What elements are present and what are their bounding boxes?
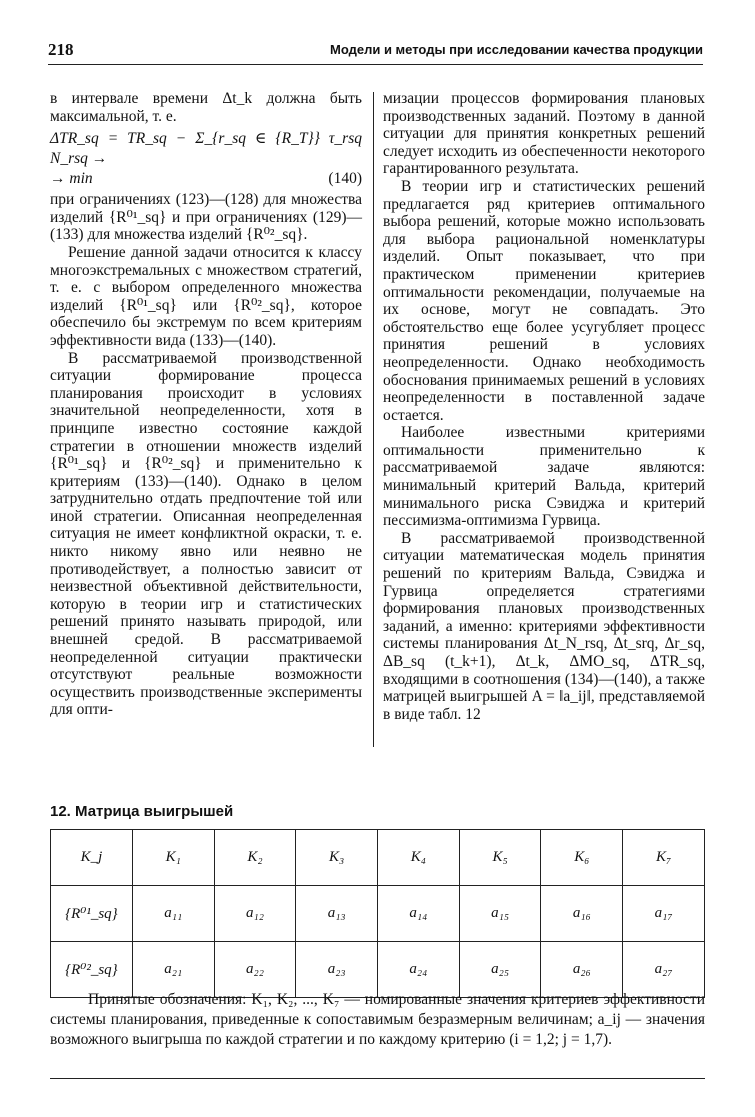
right-column bbox=[383, 90, 705, 723]
right-paragraph-3: Наиболее известными критериями оптимальности применительно к рассматриваемой задаче являются: минимальный критерий Вальда, критерий минимального риска Сэвиджа и критерий пессимизма-оптимизма Гурвица. bbox=[383, 424, 705, 530]
column-divider bbox=[373, 92, 374, 747]
table-header-cell: K_j bbox=[51, 830, 133, 886]
table-header-cell: K₁ bbox=[132, 830, 214, 886]
table-cell: a₁₇ bbox=[623, 886, 705, 942]
table-header-cell: K₄ bbox=[378, 830, 460, 886]
table-cell: a₁₄ bbox=[378, 886, 460, 942]
table-cell: a₂₂ bbox=[214, 942, 296, 998]
running-title: Модели и методы при исследовании качества продукции bbox=[330, 42, 703, 57]
table-cell: a₁₂ bbox=[214, 886, 296, 942]
table-cell: a₁₁ bbox=[132, 886, 214, 942]
table-cell: {R⁰²_sq} bbox=[51, 942, 133, 998]
table-header-cell: K₃ bbox=[296, 830, 378, 886]
table-row bbox=[51, 886, 705, 942]
formula-number: (140) bbox=[328, 170, 362, 188]
left-column bbox=[50, 90, 362, 719]
left-paragraph-1: в интервале времени Δt_k должна быть максимальной, т. е. bbox=[50, 90, 362, 125]
page-number: 218 bbox=[48, 40, 74, 59]
table-title: 12. Матрица выигрышей bbox=[50, 803, 234, 820]
table-cell: {R⁰¹_sq} bbox=[51, 886, 133, 942]
table-header-cell: K₂ bbox=[214, 830, 296, 886]
table-cell: a₂₇ bbox=[623, 942, 705, 998]
left-paragraph-3: Решение данной задачи относится к классу многоэкстремальных с множеством стратегий, т. е. с выбором определенного множества изделий {R⁰¹_sq} или {R⁰²_sq}, которое обеспечило бы экстремум по всем критериям эффективности вида (133)—(140). bbox=[50, 243, 362, 349]
formula-main: ΔTR_sq = TR_sq − Σ_{r_sq ∈ {R_T}} τ_rsq N_rsq → bbox=[50, 130, 362, 168]
payoff-matrix-table bbox=[50, 829, 705, 998]
formula-end: → min bbox=[50, 170, 93, 188]
table-note: Принятые обозначения: K₁, K₂, ..., K₇ — номированные значения критериев эффективности системы планирования, приведенные к сопоставимым безразмерным величинам; a_ij — значения возможного выигрыша по каждой стратегии и по каждому критерию (i = 1,2; j = 1,7). bbox=[50, 991, 705, 1048]
table-cell: a₂₁ bbox=[132, 942, 214, 998]
formula-140 bbox=[50, 129, 362, 189]
table-cell: a₂₃ bbox=[296, 942, 378, 998]
bottom-rule bbox=[50, 1078, 705, 1079]
table-cell: a₂₆ bbox=[541, 942, 623, 998]
right-paragraph-4: В рассматриваемой производственной ситуации математическая модель принятия решений по критериям Вальда, Сэвиджа и Гурвица определяется стратегиями формирования плановых производственных заданий, а именно: критериями эффективности системы планирования Δt_N_rsq, Δt_srq, Δr_sq, ΔB_sq (t_k+1), Δt_k, ΔMO_sq, ΔTR_sq, входящими в соотношения (134)—(140), а также матрицей выигрышей A = ‖a_ij‖, представляемой в виде табл. 12 bbox=[383, 529, 705, 723]
right-paragraph-1: мизации процессов формирования плановых производственных заданий. Поэтому в данной ситуации для принятия конкретных решений следует исходить из обеспеченности некоторого гарантированного результата. bbox=[383, 90, 705, 178]
table-header-cell: K₇ bbox=[623, 830, 705, 886]
table-cell: a₂₄ bbox=[378, 942, 460, 998]
table-cell: a₁₅ bbox=[459, 886, 541, 942]
table-header-cell: K₅ bbox=[459, 830, 541, 886]
right-paragraph-2: В теории игр и статистических решений предлагается ряд критериев оптимального выбора решений, которые можно использовать для выбора рациональной номенклатуры изделий. Опыт показывает, что при практическом применении критериев оптимальности рекомендации, получаемые на их основе, могут не совпадать. Это обстоятельство еще более усугубляет процесс принятия решений в условиях неопределенности. Однако необходимость обоснования принимаемых решений в условиях неопределенности в поставленной задаче остается. bbox=[383, 177, 705, 424]
table-cell: a₁₃ bbox=[296, 886, 378, 942]
table-cell: a₁₆ bbox=[541, 886, 623, 942]
table-cell: a₂₅ bbox=[459, 942, 541, 998]
left-paragraph-2: при ограничениях (123)—(128) для множества изделий {R⁰¹_sq} и при ограничениях (129)—(133) для множества изделий {R⁰²_sq}. bbox=[50, 191, 362, 244]
table-header-row bbox=[51, 830, 705, 886]
table-header-cell: K₆ bbox=[541, 830, 623, 886]
page-header bbox=[48, 38, 703, 65]
left-paragraph-4: В рассматриваемой производственной ситуации формирование процесса планирования происходит в условиях значительной неопределенности, хотя в принципе известно состояние каждой стратегии в отношении множеств изделий {R⁰¹_sq} и {R⁰²_sq} и применительно к критериям (133)—(140). Однако в целом затруднительно отдать предпочтение той или иной стратегии. Описанная неопределенная ситуация не имеет конфликтной окраски, т. е. никто никому явно или неявно не противодействует, а полностью зависит от неизвестной объективной действительности, которую в теории игр и статистических решений принято называть природой, или внешней средой. В рассматриваемой неопределенной ситуации практически отсутствуют реальные возможности осуществить производственные эксперименты для опти- bbox=[50, 349, 362, 719]
